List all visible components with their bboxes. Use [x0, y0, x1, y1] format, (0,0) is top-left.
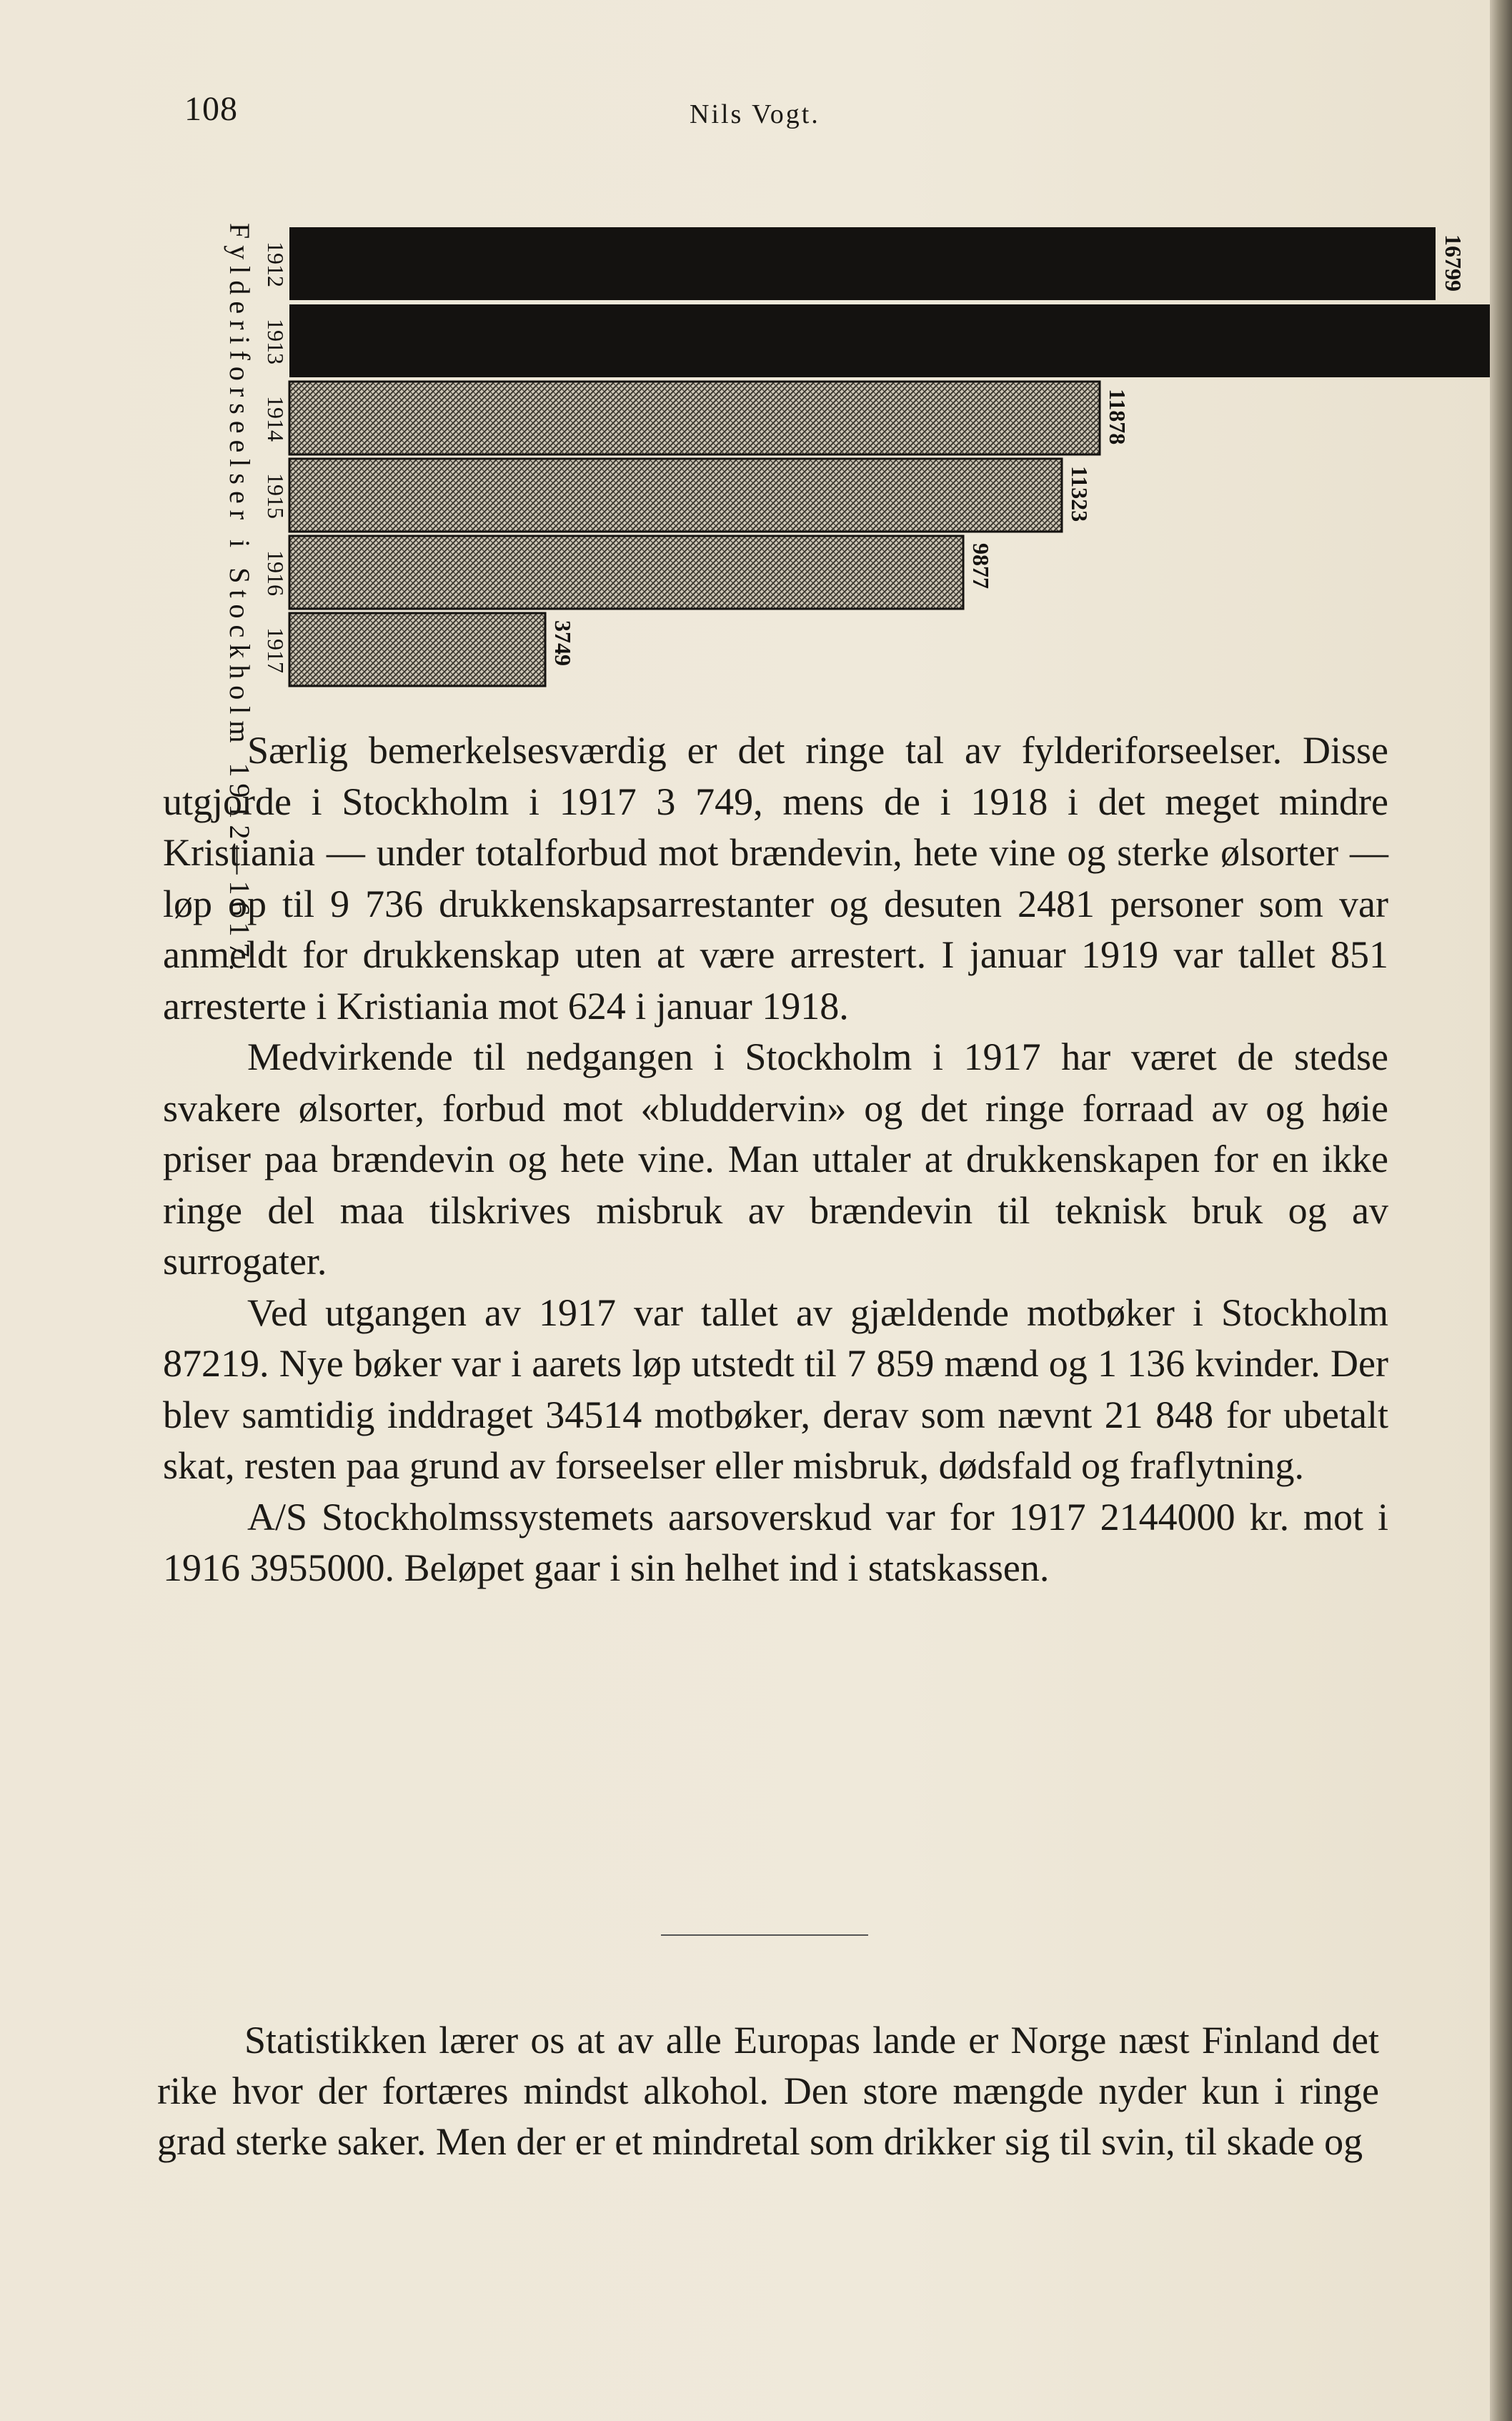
paragraph-aarsoverskud: A/S Stockholmssystemets aarsoverskud var for 1917 2144000 kr. mot i 1916 3955000. Beløpet gaar i sin helhet ind i statskassen. [163, 1495, 1388, 1589]
category-label-1917: 1917 [263, 627, 289, 673]
category-label-1916: 1916 [263, 550, 289, 596]
category-label-1915: 1915 [263, 473, 289, 519]
bar-1914 [289, 382, 1100, 454]
paragraph-fylderiforseelser: Særlig bemerkelsesværdig er det ringe tal av fylderiforseelser. Disse utgjorde i Stockholm i 1917 3 749, mens de i 1918 i det meget mindre Kristiania — under totalforbud mot brændevin, hete vine og sterke ølsorter — løp op til 9 736 drukkenskapsarrestanter og desuten 2481 personer som var anmeldt for drukkenskap uten at være arrestert. I januar 1919 var tallet 851 arresterte i Kristiania mot 624 i januar 1918. [163, 729, 1388, 1028]
paragraph-medvirkende: Medvirkende til nedgangen i Stockholm i 1917 har været de stedse svakere ølsorter, forbud mot «bluddervin» og det ringe forraad av og høie priser paa brændevin og hete vine. Man uttaler at drukkenskapen for en ikke ringe del maa tilskrives misbruk av brændevin til teknisk bruk og av surrogater. [163, 1035, 1388, 1283]
value-label-1912: 16799 [1441, 234, 1466, 292]
paragraph-motboker: Ved utgangen av 1917 var tallet av gjældende motbøker i Stockholm 87219. Nye bøker var i aarets løp utstedt til 7 859 mænd og 1 136 kvinder. Der blev samtidig inddraget 34514 motbøker, derav som nævnt 21 848 for ubetalt skat, resten paa grund av forseelser eller misbruk, dødsfald og fraflytning. [163, 1291, 1388, 1487]
section-divider [661, 1934, 868, 1936]
book-gutter-edge [1490, 0, 1512, 2421]
value-label-1917: 3749 [550, 620, 576, 666]
bar-1917 [289, 613, 545, 686]
body-text [163, 725, 1388, 1594]
bar-1916 [289, 536, 963, 609]
category-label-1913: 1913 [263, 319, 289, 364]
paragraph-statistikken: Statistikken lærer os at av alle Europas lande er Norge næst Finland det rike hvor der fortæres mindst alkohol. Den store mængde nyder kun i ringe grad sterke saker. Men der er et mindretal som drikker sig til svin, til skade og [157, 2019, 1379, 2163]
bar-1913 [289, 304, 1497, 377]
value-label-1914: 11878 [1105, 389, 1130, 445]
bar-1912 [289, 227, 1436, 300]
page-number: 108 [184, 90, 238, 128]
running-head: Nils Vogt. [690, 99, 820, 129]
category-label-1914: 1914 [263, 396, 289, 442]
chart-title: Fylderiforseelser i Stockholm 1912—1617. [224, 223, 256, 978]
category-label-1912: 1912 [263, 242, 289, 287]
value-label-1915: 11323 [1067, 466, 1093, 522]
value-label-1916: 9877 [968, 543, 994, 589]
section-text [157, 2015, 1379, 2167]
bar-1915 [289, 459, 1062, 532]
